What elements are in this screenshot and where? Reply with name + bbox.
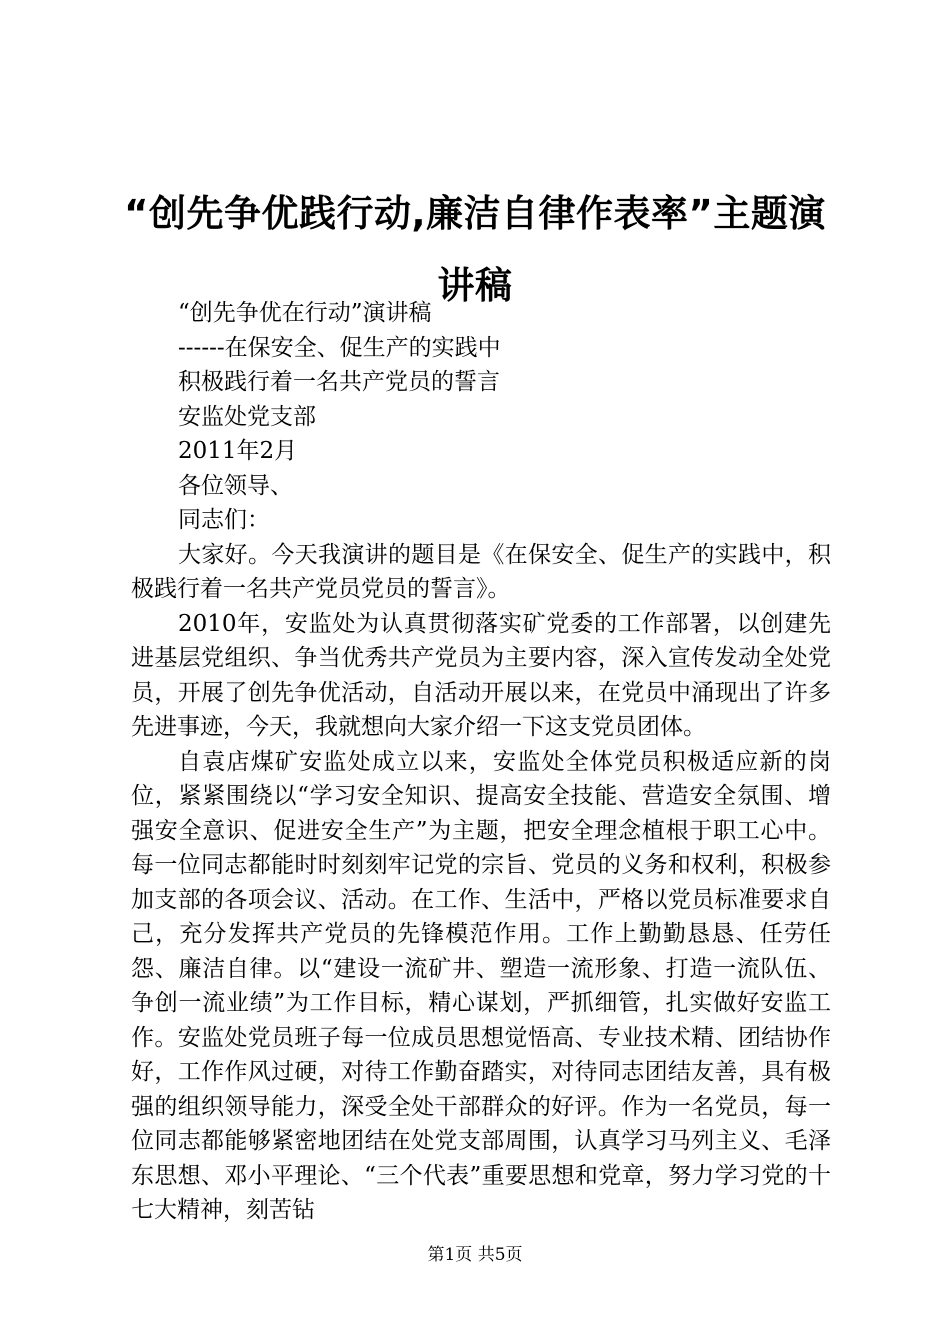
speech-title-line: “创先争优在行动”演讲稿 xyxy=(178,300,432,326)
page-footer: 第1页 共5页 xyxy=(427,1245,523,1265)
salutation-line-2: 同志们： xyxy=(178,507,270,533)
paragraph-main: 自袁店煤矿安监处成立以来，安监处全体党员积极适应新的岗位，紧紧围绕以“学习安全知识、提高安全技能、营造安全氛围、增强安全意识、促进安全生产”为主题，把安全理念植根于职工心中。每一位同志都能时时刻刻牢记党的宗旨、党员的义务和权利，积极参加支部的各项会议、活动。在工作、生活中，严格以党员标准要求自己，充分发挥共产党员的先锋模范作用。工作上勤勤恳恳、任劳任怨、廉洁自律。以“建设一流矿井、塑造一流形象、打造一流队伍、争创一流业绩”为工作目标，精心谋划，严抓细管，扎实做好安监工作。安监处党员班子每一位成员思想觉悟高、专业技术精、团结协作好，工作作风过硬，对待工作勤奋踏实，对待同志团结友善，具有极强的组织领导能力，深受全处干部群众的好评。作为一名党员，每一位同志都能够紧密地团结在处党支部周围，认真学习马列主义、毛泽东思想、邓小平理论、“三个代表”重要思想和党章，努力学习党的十七大精神，刻苦钻 xyxy=(131,748,831,1223)
document-body xyxy=(131,296,831,1228)
date-line: 2011年2月 xyxy=(178,438,298,464)
salutation-line-1: 各位领导、 xyxy=(178,472,293,499)
author-line: 安监处党支部 xyxy=(178,403,316,430)
speech-subtitle-line-2: 积极践行着一名共产党员的誓言 xyxy=(178,369,500,395)
paragraph-background: 2010年，安监处为认真贯彻落实矿党委的工作部署，以创建先进基层党组织、争当优秀共产党员为主要内容，深入宣传发动全处党员，开展了创先争优活动，自活动开展以来，在党员中涌现出了许多先进事迹，今天，我就想向大家介绍一下这支党员团体。 xyxy=(131,610,831,740)
document-title: “创先争优践行动,廉洁自律作表率”主题演讲稿 xyxy=(124,192,826,307)
paragraph-intro: 大家好。今天我演讲的题目是《在保安全、促生产的实践中，积极践行着一名共产党员党员的誓言》。 xyxy=(131,541,831,602)
speech-subtitle-line-1: ------在保安全、促生产的实践中 xyxy=(178,334,501,361)
